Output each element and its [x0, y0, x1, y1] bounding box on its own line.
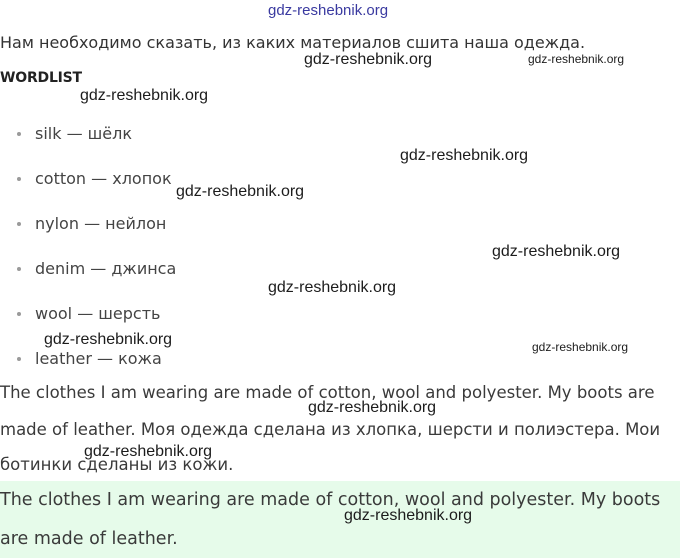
paragraph-line: made of leather. Моя одежда сделана из хлопка, шерсти и полиэстера. Мои	[0, 420, 661, 439]
watermark: gdz-reshebnik.org	[80, 87, 209, 104]
wordlist-heading: WORDLIST	[0, 70, 82, 86]
watermark: gdz-reshebnik.org	[344, 507, 473, 524]
bullet-icon	[17, 177, 21, 181]
paragraph-line: The clothes I am wearing are made of cotton, wool and polyester. My boots are	[0, 383, 655, 402]
list-item-text: denim — джинса	[35, 259, 177, 278]
bullet-icon	[17, 312, 21, 316]
answer-box	[0, 481, 680, 558]
list-item-text: leather — кожа	[35, 349, 162, 368]
watermark: gdz-reshebnik.org	[528, 52, 625, 66]
bullet-icon	[17, 357, 21, 361]
intro-text: Нам необходимо сказать, из каких материалов сшита наша одежда.	[0, 33, 586, 52]
list-item-text: nylon — нейлон	[35, 214, 167, 233]
list-item-text: cotton — хлопок	[35, 169, 172, 188]
watermark: gdz-reshebnik.org	[44, 331, 173, 348]
watermark: gdz-reshebnik.org	[400, 147, 529, 164]
bullet-icon	[17, 267, 21, 271]
paragraph-line: ботинки сделаны из кожи.	[0, 455, 234, 474]
bullet-icon	[17, 132, 21, 136]
list-item-text: silk — шёлк	[35, 124, 133, 143]
bullet-icon	[17, 222, 21, 226]
answer-line: are made of leather.	[0, 529, 178, 549]
answer-line: The clothes I am wearing are made of cotton, wool and polyester. My boots	[0, 490, 661, 510]
watermark: gdz-reshebnik.org	[268, 279, 397, 296]
list-item-text: wool — шерсть	[35, 304, 161, 323]
watermark: gdz-reshebnik.org	[308, 399, 437, 416]
watermark: gdz-reshebnik.org	[268, 2, 389, 19]
watermark: gdz-reshebnik.org	[304, 51, 433, 68]
watermark: gdz-reshebnik.org	[532, 340, 629, 354]
watermark: gdz-reshebnik.org	[176, 183, 305, 200]
watermark: gdz-reshebnik.org	[84, 443, 213, 460]
watermark: gdz-reshebnik.org	[492, 243, 621, 260]
